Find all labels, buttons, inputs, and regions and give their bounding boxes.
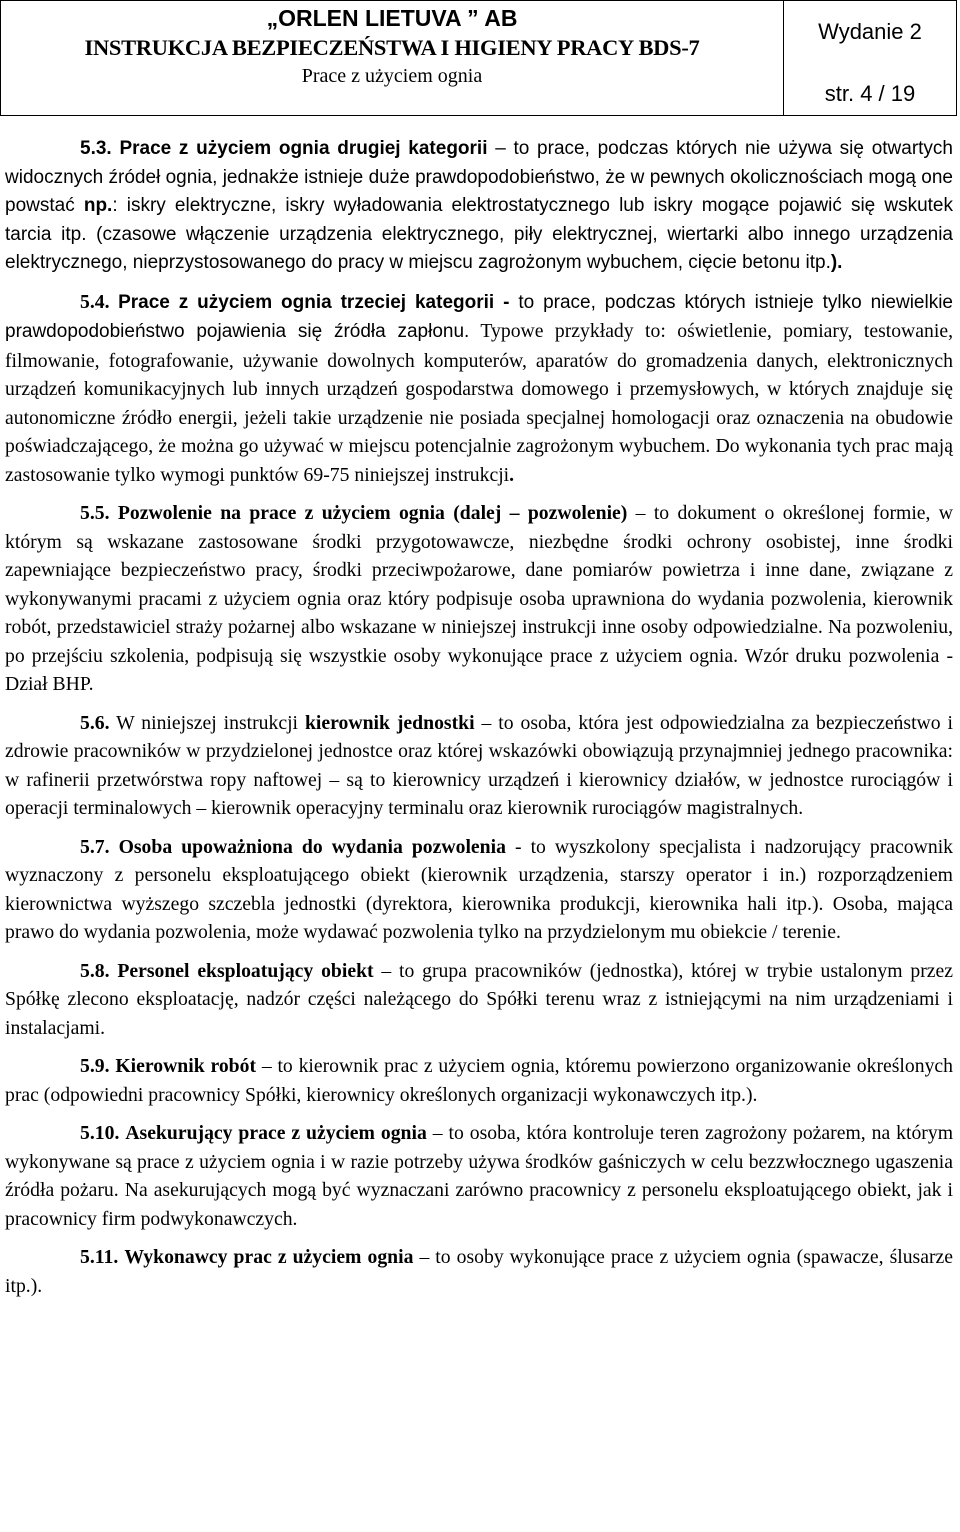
paragraph-text: to prace, podczas których istnieje tylko niewielkie prawdopodobieństwo pojawienia się źródła zapłonu. — [5, 291, 953, 342]
definition-paragraph — [5, 1243, 953, 1300]
definition-paragraph — [5, 288, 953, 490]
company-name: „ORLEN LIETUVA ” AB — [266, 5, 518, 31]
section-number: 5.8. — [80, 959, 110, 982]
section-number: 5.3. — [80, 138, 112, 159]
paragraph-text: – to osoby wykonujące prace z użyciem ognia (spawacze, ślusarze itp.). — [5, 1246, 953, 1297]
document-title: INSTRUKCJA BEZPIECZEŃSTWA I HIGIENY PRACY BDS-7 — [84, 35, 700, 60]
defined-term: Prace z użyciem ognia trzeciej kategorii - — [118, 291, 510, 313]
section-number: 5.5. — [80, 502, 110, 524]
definition-paragraph — [5, 833, 953, 947]
paragraph-text: – to grupa pracowników (jednostka), której w trybie ustalonym przez Spółkę zlecono eksploatację, nadzór części należącego do Spółki terenu wraz z istniejącymi na nim urządzeniami i instalacjami. — [5, 959, 953, 1039]
defined-term: Prace z użyciem ognia drugiej kategorii — [119, 138, 488, 159]
defined-term: Personel eksploatujący obiekt — [117, 959, 374, 982]
paragraph-text: – to osoba, która jest odpowiedzialna za bezpieczeństwo i zdrowie pracowników w przydzielonej jednostce oraz której wskazówki obowiązują przynajmniej jednego pracownika: w rafinerii przetwórstwa ropy naftowej – są to kierownicy urządzeń i kierownicy działów, w jednostce rurociągów i operacji terminalowych – kierownik operacyjny terminalu oraz kierownik rurociągów magistralnych. — [5, 711, 954, 819]
section-number: 5.9. — [80, 1055, 110, 1077]
section-number: 5.4. — [80, 290, 110, 313]
paragraph-text: – to prace, podczas których nie używa się otwartych widocznych źródeł ognia, jednakże istnieje duże prawdopodobieństwo, że w pewnych okolicznościach mogą one powstać — [5, 138, 953, 216]
section-number: 5.6. — [80, 711, 110, 734]
defined-term: kierownik jednostki — [304, 711, 475, 734]
edition-label: Wydanie 2 — [818, 19, 922, 44]
definition-paragraph — [5, 1119, 953, 1233]
header-meta-block — [784, 1, 956, 115]
section-number: 5.11. — [80, 1246, 119, 1268]
definition-paragraph — [5, 709, 953, 823]
definition-paragraph — [5, 1052, 953, 1109]
definition-paragraph — [5, 499, 953, 699]
paragraph-text-bold: ). — [830, 252, 843, 273]
document-subtitle: Prace z użyciem ognia — [301, 65, 483, 87]
paragraph-text: Typowe przykłady to: oświetlenie, pomiary, testowanie, filmowanie, fotografowanie, używanie dowolnych komputerów, aparatów do gromadzenia danych, elektronicznych urządzeń komunikacyjnych lub innych urządzeń gospodarstwa domowego i przemysłowych, w których znajduje się autonomiczne źródło energii, jeżeli takie urządzenie nie posiada specjalnej homologacji oraz oznaczenia na obudowie poświadczającego, że można go używać w miejscu potencjalnie zagrożonym wybuchem. Do wykonania tych prac mają zastosowanie tylko wymogi punktów 69-75 niniejszej instrukcji — [5, 320, 953, 486]
header-title-block — [1, 1, 784, 115]
page-number: str. 4 / 19 — [824, 81, 916, 106]
paragraph-text: – to osoba, która kontroluje teren zagrożony pożarem, na którym wykonywane są prace z użyciem ognia i w razie potrzeby używa środków gaśniczych w celu bezzwłocznego ugaszenia źródła pożaru. Na asekurujących mogą być wyznaczani zarówno pracownicy z personelu eksploatującego obiekt, jak i pracownicy firm podwykonawczych. — [5, 1122, 954, 1230]
paragraph-text: – to dokument o określonej formie, w którym są wskazane zastosowane środki przygotowawcze, niezbędne środki ochrony osobistej, inne środki zapewniające bezpieczeństwo pracy, środki przeciwpożarowe, dane pomiarów powietrza i inne dane, związane z wykonywanymi pracami z użyciem ognia oraz który podpisuje osoba uprawniona do wydania pozwolenia, kierownik robót, przedstawiciel straży pożarnej albo wskazane w niniejszej instrukcji inne osoby odpowiedzialne. Na pozwoleniu, po przejściu szkolenia, podpisują się wszystkie osoby wykonujące prace z użyciem ognia. Wzór druku pozwolenia - Dział BHP. — [5, 502, 953, 695]
section-number: 5.7. — [80, 835, 110, 858]
definition-paragraph — [5, 135, 953, 278]
paragraph-text-bold: np. — [83, 195, 113, 216]
defined-term: Wykonawcy prac z użyciem ognia — [124, 1246, 414, 1268]
definition-paragraph — [5, 957, 953, 1043]
paragraph-text: - to wyszkolony specjalista i nadzorujący pracownik wyznaczony z personelu eksploatującego obiekt (kierownik urządzenia, starszy operator i in.) rozporządzeniem kierownictwa wyższego szczebla jednostki (dyrektora, kierownika produkcji, kierownika hali itp.). Osoba, mająca prawo do wydania pozwolenia, może wydawać pozwolenia tylko na przydzielonym mu obiekcie / terenie. — [5, 835, 954, 943]
paragraph-text: – to kierownik prac z użyciem ognia, któremu powierzono organizowanie określonych prac (odpowiedni pracownicy Spółki, kierownicy określonych organizacji wykonawczych itp.). — [5, 1055, 953, 1106]
paragraph-text: W niniejszej instrukcji — [109, 711, 305, 734]
defined-term: Asekurujący prace z użyciem ognia — [125, 1122, 427, 1144]
defined-term: Kierownik robót — [115, 1055, 257, 1077]
document-body — [5, 135, 953, 1310]
defined-term: Pozwolenie na prace z użyciem ognia (dalej – pozwolenie) — [117, 502, 628, 524]
section-number: 5.10. — [80, 1122, 120, 1144]
page-header — [0, 0, 957, 116]
paragraph-text: : iskry elektryczne, iskry wyładowania elektrostatycznego lub iskry mogące pojawić się wskutek tarcia itp. (czasowe włączenie urządzenia elektrycznego, piły elektrycznej, wiertarki albo innego urządzenia elektrycznego, nieprzystosowanego do pracy w miejscu zagrożonym wybuchem, cięcie betonu itp. — [5, 195, 954, 273]
defined-term: Osoba upoważniona do wydania pozwolenia — [118, 835, 506, 858]
paragraph-text-bold: . — [509, 463, 515, 486]
